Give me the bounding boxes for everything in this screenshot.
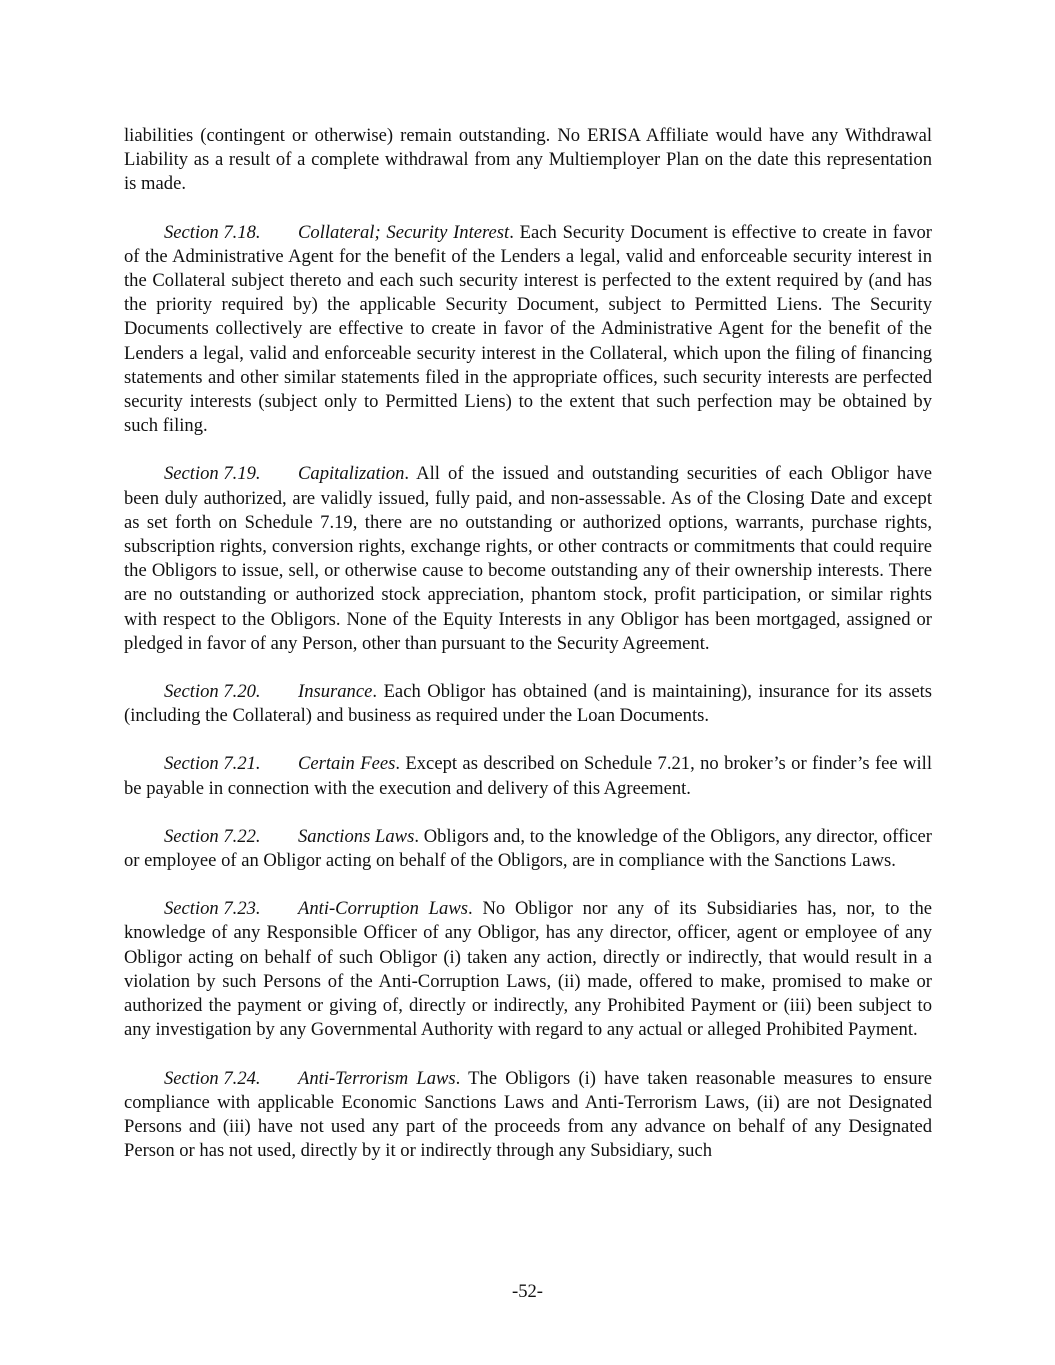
section-number: Section 7.19. xyxy=(164,463,261,485)
section-number: Section 7.18. xyxy=(164,221,261,243)
section-number: Section 7.24. xyxy=(164,1067,261,1089)
section-body: Each Obligor has obtained (and is maintaining), insurance for its assets (including the Collateral) and business as required under the Loan Documents. xyxy=(124,681,932,727)
section-title: Sanctions Laws xyxy=(298,825,415,847)
section-title-period: . xyxy=(414,825,419,847)
intro-paragraph: liabilities (contingent or otherwise) remain outstanding. No ERISA Affiliate would have any Withdrawal Liability as a result of a complete withdrawal from any Multiemployer Plan on the date this representation is made. xyxy=(124,125,932,195)
section-title: Collateral; Security Interest xyxy=(298,221,510,243)
section-title-period: . xyxy=(509,221,514,243)
section-title-period: . xyxy=(467,898,473,920)
section-body: The Obligors (i) have taken reasonable measures to ensure compliance with applicable Economic Sanctions Laws and Anti-Terrorism Laws, (ii) are not Designated Persons and (iii) have not used any part of the proceeds from any advance on behalf of any Designated Person or has not used, directly by it or indirectly through any Subsidiary, such xyxy=(124,1067,932,1162)
section-title: Anti-Corruption Laws xyxy=(298,898,468,920)
page-number: -52- xyxy=(512,1281,543,1302)
section-body: No Obligor nor any of its Subsidiaries has, nor, to the knowledge of any Responsible Officer of any Obligor, has any director, officer, agent or employee of any Obligor acting on behalf of such Obligor (i) taken any action, directly or indirectly, that would result in a violation by such Persons of the Anti-Corruption Laws, (ii) made, offered to make, promised to make or authorized the payment or giving of, directly or indirectly, any Prohibited Payment or (iii) been subject to any investigation by any Governmental Authority with regard to any actual or alleged Prohibited Payment. xyxy=(124,898,932,1041)
section-7-21 xyxy=(124,752,932,800)
section-title: Certain Fees xyxy=(298,753,396,775)
section-title-period: . xyxy=(395,753,400,775)
section-7-23 xyxy=(124,897,932,1042)
section-number: Section 7.20. xyxy=(164,681,261,703)
section-7-20 xyxy=(124,680,932,728)
section-7-18 xyxy=(124,221,932,439)
section-body: Each Security Document is effective to create in favor of the Administrative Agent for the benefit of the Lenders a legal, valid and enforceable security interest in the Collateral subject thereto and each such security interest is perfected to the extent required by (and has the priority required by) the applicable Security Document, subject to Permitted Liens. The Security Documents collectively are effective to create in favor of the Administrative Agent for the benefit of the Lenders a legal, valid and enforceable security interest in the Collateral, which upon the filing of financing statements and other similar statements filed in the appropriate offices, such security interests are perfected security interests (subject only to Permitted Liens) to the extent that such perfection may be obtained by such filing. xyxy=(124,221,932,437)
section-number: Section 7.23. xyxy=(164,898,261,920)
section-body: Except as described on Schedule 7.21, no broker’s or finder’s fee will be payable in connection with the execution and delivery of this Agreement. xyxy=(124,753,932,799)
section-7-22 xyxy=(124,825,932,873)
section-body: All of the issued and outstanding securities of each Obligor have been duly authorized, are validly issued, fully paid, and non-assessable. As of the Closing Date and except as set forth on Schedule 7.19, there are no outstanding or authorized options, warrants, purchase rights, subscription rights, conversion rights, exchange rights, or other contracts or commitments that could require the Obligors to issue, sell, or otherwise cause to become outstanding any of their ownership interests. There are no outstanding or authorized stock appreciation, phantom stock, profit participation, or similar rights with respect to the Obligors. None of the Equity Interests in any Obligor has been mortgaged, assigned or pledged in favor of any Person, other than pursuant to the Security Agreement. xyxy=(124,463,933,654)
section-title: Anti-Terrorism Laws xyxy=(298,1067,456,1089)
section-7-19 xyxy=(124,462,932,656)
section-title: Insurance xyxy=(298,681,373,703)
section-number: Section 7.21. xyxy=(164,753,261,775)
section-title: Capitalization xyxy=(298,463,405,485)
section-title-period: . xyxy=(372,681,378,703)
document-page xyxy=(124,124,932,1187)
section-7-24 xyxy=(124,1067,932,1164)
section-number: Section 7.22. xyxy=(164,825,261,847)
section-title-period: . xyxy=(455,1067,461,1089)
section-title-period: . xyxy=(404,463,410,485)
section-body: Obligors and, to the knowledge of the Obligors, any director, officer or employee of an Obligor acting on behalf of the Obligors, are in compliance with the Sanctions Laws. xyxy=(124,825,932,872)
